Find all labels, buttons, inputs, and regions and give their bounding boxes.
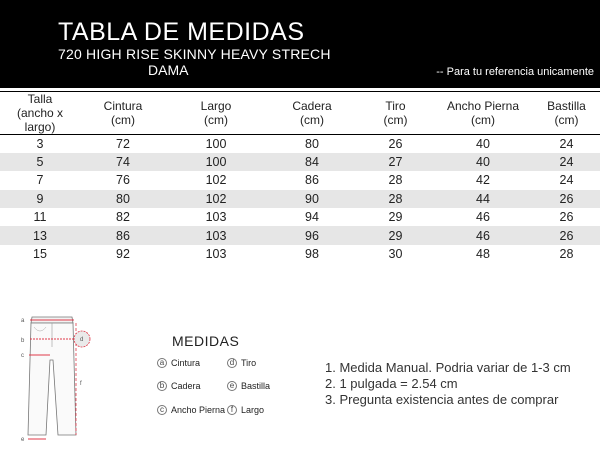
diagram-label-b: b: [21, 338, 25, 344]
table-cell: 46: [433, 226, 533, 244]
legend-letter-a: a: [157, 358, 167, 368]
legend-label: Cintura: [171, 358, 201, 368]
table-row: [0, 226, 600, 244]
table-cell: 74: [80, 153, 166, 171]
table-cell: 90: [266, 190, 358, 208]
table-cell: 28: [559, 247, 574, 262]
legend-item-bastilla: [227, 381, 270, 391]
column-header-largo: [166, 92, 266, 135]
column-header-line2: (cm): [554, 113, 579, 127]
note-item: 1. Medida Manual. Podria variar de 1-3 cm: [325, 360, 571, 375]
column-header-line2: (cm): [471, 113, 495, 127]
table-cell: 82: [116, 210, 130, 225]
table-cell: 24: [559, 136, 574, 151]
table-cell: 13: [0, 226, 80, 244]
table-cell: 26: [388, 136, 403, 151]
legend-letter-c: c: [157, 405, 167, 415]
legend-item-cadera: [157, 381, 201, 391]
legend-label: Tiro: [241, 358, 257, 368]
table-cell: 44: [433, 190, 533, 208]
header-banner: [0, 0, 600, 88]
table-cell: 94: [305, 210, 319, 225]
column-header-line2: (cm): [300, 113, 324, 127]
table-row: [0, 171, 600, 189]
table-cell: 24: [559, 173, 574, 188]
table-cell: 9: [0, 190, 80, 208]
diagram-label-f: f: [80, 381, 82, 387]
legend-letter-f: f: [227, 405, 237, 415]
legend-letter-b: b: [157, 381, 167, 391]
column-header-line1: Cadera: [292, 99, 332, 113]
table-cell: 28: [388, 173, 403, 188]
table-cell: 86: [305, 173, 319, 188]
column-header-line1: Tiro: [385, 99, 406, 113]
table-row: [0, 135, 600, 153]
table-cell: 48: [476, 247, 490, 262]
legend-label: Largo: [241, 405, 265, 415]
table-cell: 76: [116, 173, 130, 188]
reference-note: -- Para tu referencia unicamente: [436, 66, 594, 78]
table-cell: 27: [358, 153, 433, 171]
column-header-line2: (cm): [383, 113, 408, 127]
table-cell: 29: [358, 226, 433, 244]
note-item: 3. Pregunta existencia antes de comprar: [325, 392, 559, 407]
table-row: [0, 208, 600, 226]
table-row: [0, 245, 600, 263]
table-cell: 86: [80, 226, 166, 244]
column-header-line1: Talla: [27, 92, 53, 106]
table-header-row: [0, 92, 600, 135]
table-cell: 40: [476, 136, 490, 151]
column-header-cintura: [80, 92, 166, 135]
column-header-cadera: [266, 92, 358, 135]
table-cell: 100: [166, 153, 266, 171]
column-header-tiro: [358, 92, 433, 135]
table-cell: 29: [388, 210, 403, 225]
table-cell: 40: [433, 153, 533, 171]
table-cell: 103: [205, 210, 227, 225]
table-cell: 102: [205, 173, 227, 188]
legend-label: Ancho Pierna: [171, 405, 226, 415]
table-row: [0, 190, 600, 208]
table-cell: 26: [559, 210, 574, 225]
table-cell: 96: [266, 226, 358, 244]
column-header-line2: (cm): [204, 113, 228, 127]
table-cell: 5: [0, 153, 80, 171]
pants-diagram: [10, 305, 100, 447]
note-item: 2. 1 pulgada = 2.54 cm: [325, 376, 458, 391]
column-header-line1: Cintura: [103, 99, 143, 113]
diagram-label-a: a: [21, 318, 25, 324]
table-cell: 42: [476, 173, 490, 188]
table-cell: 92: [116, 247, 130, 262]
page-title: TABLA DE MEDIDAS: [58, 18, 305, 46]
table-cell: 7: [36, 173, 44, 188]
medidas-title: MEDIDAS: [172, 333, 240, 349]
table-cell: 103: [205, 247, 227, 262]
table-cell: 15: [33, 247, 47, 262]
legend-item-cintura: [157, 358, 200, 368]
table-cell: 84: [266, 153, 358, 171]
legend-item-tiro: [227, 358, 256, 368]
size-table: [0, 91, 600, 263]
legend-label: Cadera: [171, 381, 201, 391]
legend-item-ancho-pierna: [157, 405, 225, 415]
table-cell: 98: [305, 247, 319, 262]
table-cell: 102: [166, 190, 266, 208]
diagram-label-c: c: [21, 353, 24, 359]
table-row: [0, 153, 600, 171]
column-header-line1: Bastilla: [547, 99, 586, 113]
notes-list: [325, 360, 571, 408]
table-cell: 26: [533, 226, 600, 244]
legend-letter-e: e: [227, 381, 237, 391]
legend-label: Bastilla: [241, 381, 271, 391]
column-header-bastilla: [533, 92, 600, 135]
table-cell: 80: [305, 136, 319, 151]
column-header-line2: (ancho x largo): [16, 106, 64, 134]
table-cell: 11: [33, 210, 47, 225]
diagram-label-d: d: [80, 337, 84, 343]
product-subtitle: 720 HIGH RISE SKINNY HEAVY STRECH: [58, 46, 331, 62]
column-header-talla: [0, 92, 80, 135]
table-cell: 72: [116, 136, 130, 151]
column-header-ancho-pierna: [433, 92, 533, 135]
table-cell: 46: [476, 210, 490, 225]
table-cell: 30: [388, 247, 403, 262]
legend-letter-d: d: [227, 358, 237, 368]
table-cell: 28: [358, 190, 433, 208]
column-header-line2: (cm): [111, 113, 135, 127]
legend-item-largo: [227, 405, 264, 415]
table-cell: 26: [533, 190, 600, 208]
table-cell: 100: [205, 136, 227, 151]
table-cell: 3: [36, 136, 44, 151]
table-cell: 103: [166, 226, 266, 244]
column-header-line1: Largo: [200, 99, 232, 113]
table-cell: 24: [533, 153, 600, 171]
gender-subtitle: DAMA: [148, 62, 189, 78]
column-header-line1: Ancho Pierna: [446, 99, 520, 113]
diagram-label-e: e: [21, 437, 25, 443]
table-cell: 80: [80, 190, 166, 208]
